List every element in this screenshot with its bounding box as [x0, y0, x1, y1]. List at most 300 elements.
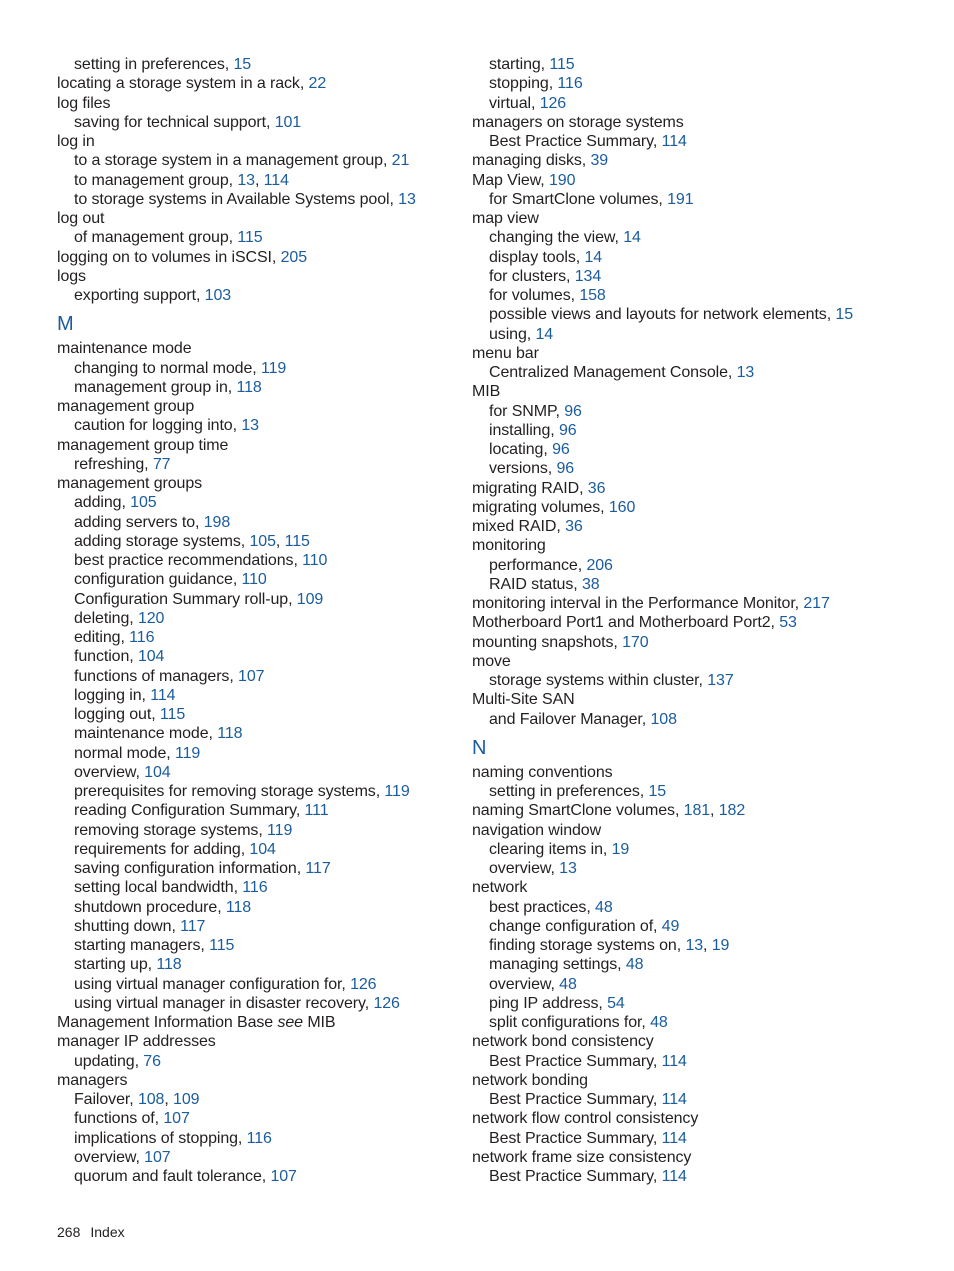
index-subentry: clearing items in, 19 — [489, 840, 630, 858]
page-link[interactable]: 118 — [217, 725, 243, 743]
index-term: management group in — [74, 378, 228, 396]
index-subentry: best practices, 48 — [489, 898, 613, 916]
index-term: Management Information Base — [57, 1014, 274, 1031]
page-link[interactable]: 116 — [557, 75, 583, 93]
index-term: stopping — [489, 75, 549, 93]
index-subentry: refreshing, 77 — [74, 455, 171, 473]
page-link[interactable]: 114 — [661, 1168, 687, 1185]
index-subentry: adding, 105 — [74, 494, 157, 512]
page-link[interactable]: 117 — [305, 860, 331, 877]
page-link[interactable]: 114 — [661, 1052, 687, 1070]
index-term: manager IP addresses — [57, 1033, 216, 1051]
index-term: functions of — [74, 1110, 155, 1128]
index-subentry: of management group, 115 — [74, 229, 263, 247]
page-link[interactable]: 107 — [270, 1168, 297, 1185]
index-subentry: virtual, 126 — [489, 94, 567, 112]
index-term: quorum and fault tolerance — [74, 1168, 262, 1185]
page-link[interactable]: 14 — [623, 229, 641, 247]
index-term: migrating RAID — [472, 479, 580, 497]
index-term: overview — [489, 975, 551, 993]
index-term: logs — [57, 267, 86, 285]
index-term: setting in preferences — [74, 56, 225, 73]
index-term: for volumes — [489, 287, 571, 304]
index-entry: managing disks, 39 — [472, 152, 609, 170]
index-term: to storage systems in Available Systems pool — [74, 190, 390, 208]
page-link[interactable]: 13 — [685, 937, 704, 954]
index-term: updating — [74, 1052, 135, 1070]
page-link[interactable]: 116 — [129, 629, 155, 646]
index-entry: naming SmartClone volumes, 181, 182 — [472, 802, 746, 820]
index-subentry: adding storage systems, 105, 115 — [74, 532, 310, 550]
index-subentry: to management group, 13, 114 — [74, 171, 289, 189]
index-term: Configuration Summary roll-up — [74, 590, 289, 608]
index-term: network bonding — [472, 1071, 588, 1089]
index-entry — [472, 382, 932, 401]
page-link[interactable]: 119 — [384, 783, 410, 800]
index-term: starting — [489, 56, 541, 73]
index-subentry: maintenance mode, 118 — [74, 725, 243, 743]
index-term: management groups — [57, 475, 203, 492]
index-subentry: best practice recommendations, 110 — [74, 552, 328, 569]
page-link[interactable]: 190 — [548, 171, 576, 189]
index-term: removing storage systems — [74, 821, 259, 839]
index-subentry: stopping, 116 — [489, 75, 583, 93]
page-link[interactable]: 39 — [590, 152, 609, 170]
index-entry — [472, 878, 932, 897]
index-subentry: change configuration of, 49 — [489, 917, 680, 935]
page-link[interactable]: 105 — [249, 532, 276, 550]
page-link[interactable]: 109 — [173, 1091, 200, 1108]
index-subentry: functions of managers, 107 — [74, 667, 265, 685]
page-link[interactable]: 13 — [398, 190, 416, 208]
page-link[interactable]: 108 — [137, 1091, 165, 1108]
index-term: reading Configuration Summary — [74, 802, 296, 820]
index-term: editing — [74, 629, 121, 646]
page-link[interactable]: 105 — [130, 494, 157, 512]
index-term: caution for logging into — [74, 417, 233, 435]
index-entry — [57, 1032, 457, 1051]
index-term: using virtual manager configuration for — [74, 975, 342, 993]
index-term: and Failover Manager — [489, 710, 642, 728]
index-subentry: setting in preferences, 15 — [489, 783, 667, 800]
page-link[interactable]: 170 — [622, 633, 649, 651]
index-subentry: starting up, 118 — [74, 956, 182, 974]
index-subentry: Best Practice Summary, 114 — [489, 1091, 687, 1108]
index-term: menu bar — [472, 344, 539, 362]
index-subentry: starting, 115 — [489, 56, 575, 73]
index-term: maintenance mode — [57, 340, 192, 358]
index-subentry: configuration guidance, 110 — [74, 571, 267, 589]
page-link[interactable]: 13 — [736, 364, 755, 381]
index-term: managing disks — [472, 152, 582, 170]
index-subentry: saving for technical support, 101 — [74, 113, 302, 131]
index-subentry: for SNMP, 96 — [489, 402, 582, 420]
page-link[interactable]: 116 — [242, 879, 268, 897]
page-link[interactable]: 116 — [246, 1129, 272, 1147]
page-link[interactable]: 110 — [302, 552, 328, 569]
page-link[interactable]: 48 — [595, 898, 613, 916]
index-term: finding storage systems on — [489, 937, 677, 954]
index-subentry: using virtual manager configuration for, 126 — [74, 975, 377, 993]
index-term: RAID status — [489, 575, 574, 593]
page-link[interactable]: 118 — [236, 378, 262, 396]
page-link[interactable]: 107 — [144, 1148, 171, 1166]
index-term: navigation window — [472, 821, 602, 839]
index-subentry: removing storage systems, 119 — [74, 821, 293, 839]
index-subentry: for volumes, 158 — [489, 287, 606, 304]
index-entry: mounting snapshots, 170 — [472, 633, 649, 651]
index-subentry: setting local bandwidth, 116 — [74, 879, 268, 897]
index-term: for SNMP — [489, 402, 556, 420]
page-link[interactable]: 101 — [274, 113, 302, 131]
page-link[interactable]: 38 — [581, 575, 600, 593]
page-link[interactable]: 160 — [608, 498, 636, 516]
index-term: deleting — [74, 609, 130, 627]
index-term: network bond consistency — [472, 1033, 654, 1051]
index-term: Best Practice Summary — [489, 1091, 653, 1108]
index-subentry: management group in, 118 — [74, 378, 262, 396]
index-subentry: starting managers, 115 — [74, 937, 235, 954]
index-subentry: and Failover Manager, 108 — [489, 710, 677, 728]
index-term: implications of stopping — [74, 1129, 238, 1147]
index-entry — [472, 209, 932, 228]
page-link[interactable]: 118 — [225, 898, 252, 916]
index-term: logging out — [74, 706, 152, 723]
index-term: best practice recommendations — [74, 552, 294, 569]
index-subentry: changing to normal mode, 119 — [74, 359, 287, 377]
index-subentry: caution for logging into, 13 — [74, 417, 259, 435]
page-link[interactable]: 115 — [159, 706, 186, 723]
index-subentry: logging in, 114 — [74, 686, 176, 704]
index-subentry: using, 14 — [489, 325, 554, 343]
index-entry — [57, 267, 457, 286]
page-link[interactable]: 120 — [137, 609, 165, 627]
page-link[interactable]: 48 — [559, 975, 577, 993]
page-link[interactable]: 14 — [584, 248, 603, 266]
index-subentry: Best Practice Summary, 114 — [489, 1129, 687, 1147]
index-term: management group time — [57, 436, 229, 454]
index-term: monitoring interval in the Performance Monitor — [472, 595, 795, 612]
index-term: management group — [57, 398, 195, 415]
index-entry — [57, 1013, 457, 1032]
index-subentry: Best Practice Summary, 114 — [489, 133, 687, 150]
page-link[interactable]: 96 — [558, 421, 577, 439]
index-term: locating — [489, 441, 544, 458]
page-link[interactable]: 115 — [549, 56, 575, 73]
index-subentry: versions, 96 — [489, 460, 575, 478]
index-term: virtual — [489, 94, 531, 112]
index-term: migrating volumes — [472, 498, 601, 516]
index-term: versions — [489, 460, 548, 478]
index-subentry: setting in preferences, 15 — [74, 56, 252, 73]
index-subentry: changing the view, 14 — [489, 229, 641, 247]
index-term: possible views and layouts for network elements — [489, 306, 827, 324]
page-link[interactable]: 126 — [350, 975, 377, 993]
index-term: normal mode — [74, 744, 167, 762]
page-link[interactable]: 126 — [539, 94, 567, 112]
page-link[interactable]: 19 — [711, 937, 730, 954]
page-link[interactable]: 115 — [237, 229, 263, 247]
index-subentry: performance, 206 — [489, 556, 613, 574]
index-term: changing to normal mode — [74, 359, 253, 377]
index-entry — [472, 821, 932, 840]
page-link[interactable]: 36 — [587, 479, 606, 497]
index-term: exporting support — [74, 287, 196, 304]
index-subentry: editing, 116 — [74, 629, 155, 646]
page-link[interactable]: 134 — [574, 267, 602, 285]
index-term: using — [489, 325, 527, 343]
page-link[interactable]: 48 — [650, 1014, 668, 1031]
index-subentry: exporting support, 103 — [74, 287, 232, 304]
index-term: using virtual manager in disaster recovery — [74, 994, 365, 1012]
index-subentry: implications of stopping, 116 — [74, 1129, 272, 1147]
index-subentry: logging out, 115 — [74, 706, 186, 723]
index-subentry: for SmartClone volumes, 191 — [489, 190, 694, 208]
index-entry — [57, 1071, 457, 1090]
index-entry — [472, 1032, 932, 1051]
page-link[interactable]: 76 — [143, 1052, 161, 1070]
index-subentry: updating, 76 — [74, 1052, 161, 1070]
index-term: changing the view — [489, 229, 615, 247]
index-entry — [472, 763, 932, 782]
index-term: starting up — [74, 956, 148, 974]
index-subentry: shutdown procedure, 118 — [74, 898, 252, 916]
index-entry — [472, 113, 932, 132]
page-footer — [57, 1222, 125, 1242]
page-link[interactable]: 107 — [163, 1110, 190, 1128]
index-term: mixed RAID — [472, 518, 557, 535]
page-link[interactable]: 15 — [835, 306, 854, 324]
index-subentry: RAID status, 38 — [489, 575, 600, 593]
index-subentry: managing settings, 48 — [489, 956, 644, 974]
page-link[interactable]: 54 — [607, 994, 625, 1012]
page-link[interactable]: 198 — [203, 513, 231, 531]
index-term: shutdown procedure — [74, 898, 218, 916]
index-term: adding — [74, 494, 122, 512]
index-term: function — [74, 648, 130, 666]
index-subentry: overview, 107 — [74, 1148, 171, 1166]
index-term: performance — [489, 556, 578, 574]
index-term: Motherboard Port1 and Motherboard Port2 — [472, 614, 771, 632]
index-subentry: shutting down, 117 — [74, 917, 206, 935]
index-term: best practices — [489, 898, 587, 916]
index-subentry: possible views and layouts for network elements, 15 — [489, 306, 854, 324]
page-link[interactable]: 182 — [718, 802, 746, 820]
page-link[interactable]: 19 — [611, 840, 630, 858]
index-term: MIB — [472, 383, 501, 401]
index-entry — [57, 436, 457, 455]
page-link[interactable]: 22 — [308, 75, 327, 93]
page-link[interactable]: 119 — [267, 821, 293, 839]
see-reference: see — [277, 1014, 303, 1031]
page-link[interactable]: 108 — [650, 710, 677, 728]
index-term: Best Practice Summary — [489, 1129, 653, 1147]
index-entry: Motherboard Port1 and Motherboard Port2, 53 — [472, 614, 797, 632]
index-subentry: Best Practice Summary, 114 — [489, 1168, 687, 1185]
index-subentry: overview, 48 — [489, 975, 577, 993]
index-term: Centralized Management Console — [489, 364, 728, 381]
page-link[interactable]: 191 — [667, 190, 694, 208]
index-term: monitoring — [472, 537, 546, 555]
page-link[interactable]: 114 — [661, 1129, 687, 1147]
index-subentry: normal mode, 119 — [74, 744, 201, 762]
page-link[interactable]: 15 — [648, 783, 667, 800]
page-link[interactable]: 36 — [565, 518, 583, 535]
index-term: mounting snapshots — [472, 633, 614, 651]
page-link[interactable]: 137 — [707, 672, 734, 689]
index-entry — [57, 397, 457, 416]
index-term: maintenance mode — [74, 725, 209, 743]
index-entry — [57, 474, 457, 493]
index-term: log files — [57, 94, 111, 112]
index-term: saving configuration information — [74, 860, 297, 877]
page-link[interactable]: 117 — [180, 917, 206, 935]
index-term: Multi-Site SAN — [472, 691, 575, 709]
index-entry — [57, 132, 457, 151]
page-link[interactable]: 206 — [586, 556, 613, 574]
index-term: log out — [57, 210, 105, 227]
index-letter-heading: M — [57, 313, 74, 336]
index-term: map view — [472, 210, 539, 227]
index-term: prerequisites for removing storage systems — [74, 783, 376, 800]
page-link[interactable]: 114 — [661, 133, 687, 150]
page-link[interactable]: 15 — [233, 56, 252, 73]
page-link[interactable]: 114 — [263, 171, 289, 189]
index-term: adding storage systems — [74, 532, 241, 550]
page-number: 268 — [57, 1224, 81, 1240]
page-link[interactable]: 13 — [241, 417, 259, 435]
page-link[interactable]: 114 — [661, 1091, 687, 1108]
index-term: Best Practice Summary — [489, 1052, 653, 1070]
index-entry — [472, 1071, 932, 1090]
index-entry: mixed RAID, 36 — [472, 518, 583, 535]
page-link[interactable]: 14 — [535, 325, 554, 343]
page-link[interactable]: 126 — [373, 994, 400, 1012]
index-entry: locating a storage system in a rack, 22 — [57, 75, 327, 93]
index-entry — [57, 94, 457, 113]
index-entry: logging on to volumes in iSCSI, 205 — [57, 248, 308, 266]
index-term: ping IP address — [489, 994, 599, 1012]
index-subentry: to a storage system in a management group, 21 — [74, 152, 410, 170]
page-link[interactable]: 21 — [391, 152, 410, 170]
see-target: MIB — [307, 1014, 336, 1031]
index-subentry: for clusters, 134 — [489, 267, 602, 285]
index-subentry: Failover, 108, 109 — [74, 1091, 200, 1108]
page-link[interactable]: 53 — [779, 614, 797, 632]
page-link[interactable]: 104 — [249, 840, 276, 858]
page-link[interactable]: 13 — [559, 860, 577, 877]
page-link[interactable]: 49 — [661, 917, 680, 935]
page-link[interactable]: 114 — [150, 686, 176, 704]
index-term: move — [472, 652, 511, 670]
index-term: network — [472, 879, 528, 897]
index-subentry: installing, 96 — [489, 421, 577, 439]
page-link[interactable]: 48 — [625, 956, 644, 974]
page-link[interactable]: 109 — [296, 590, 324, 608]
index-term: Map View — [472, 171, 541, 189]
index-term: storage systems within cluster — [489, 672, 699, 689]
index-subentry: display tools, 14 — [489, 248, 603, 266]
index-term: adding servers to — [74, 513, 196, 531]
page-link[interactable]: 96 — [556, 460, 575, 478]
page-link[interactable]: 119 — [260, 359, 287, 377]
index-column-left — [57, 55, 457, 1186]
index-term: to a storage system in a management group — [74, 152, 383, 170]
index-letter-heading: N — [472, 736, 487, 759]
index-term: managers on storage systems — [472, 113, 684, 131]
index-term: saving for technical support — [74, 113, 266, 131]
index-term: setting local bandwidth — [74, 879, 234, 897]
page-link[interactable]: 77 — [152, 455, 171, 473]
page-link[interactable]: 115 — [284, 532, 310, 550]
index-term: naming conventions — [472, 763, 613, 781]
index-entry — [472, 652, 932, 671]
page-link[interactable]: 13 — [237, 171, 255, 189]
index-term: network frame size consistency — [472, 1148, 692, 1166]
index-term: display tools — [489, 248, 576, 266]
index-column-right — [472, 55, 932, 1186]
index-subentry: locating, 96 — [489, 441, 570, 458]
index-entry: migrating RAID, 36 — [472, 479, 606, 497]
index-term: to management group — [74, 171, 229, 189]
page-link[interactable]: 96 — [564, 402, 582, 420]
index-term: network flow control consistency — [472, 1110, 699, 1128]
page-link[interactable]: 118 — [156, 956, 182, 974]
index-term: functions of managers — [74, 667, 230, 685]
page-link[interactable]: 96 — [552, 441, 570, 458]
page-link[interactable]: 181 — [683, 802, 711, 820]
index-entry: monitoring interval in the Performance Monitor, 217 — [472, 595, 830, 612]
page-link[interactable]: 205 — [280, 248, 308, 266]
index-subentry: quorum and fault tolerance, 107 — [74, 1168, 297, 1185]
index-term: starting managers — [74, 937, 201, 954]
index-subentry: using virtual manager in disaster recovery, 126 — [74, 994, 400, 1012]
page-link[interactable]: 110 — [241, 571, 267, 589]
index-entry — [57, 209, 457, 228]
index-entry — [472, 344, 932, 363]
page-link[interactable]: 158 — [579, 287, 606, 304]
index-subentry: overview, 13 — [489, 860, 577, 877]
index-term: change configuration of — [489, 917, 654, 935]
index-subentry: function, 104 — [74, 648, 165, 666]
page-link[interactable]: 217 — [803, 595, 830, 612]
index-subentry: functions of, 107 — [74, 1110, 190, 1128]
index-term: log in — [57, 133, 95, 150]
page-link[interactable]: 107 — [238, 667, 265, 685]
page-link[interactable]: 103 — [204, 287, 232, 304]
index-entry: Map View, 190 — [472, 171, 576, 189]
index-term: refreshing — [74, 455, 145, 473]
footer-section-title: Index — [90, 1224, 125, 1240]
index-term: logging on to volumes in iSCSI — [57, 248, 272, 266]
page-link[interactable]: 119 — [174, 744, 201, 762]
index-subentry: finding storage systems on, 13, 19 — [489, 937, 730, 954]
page-link[interactable]: 115 — [209, 937, 235, 954]
index-term: for clusters — [489, 267, 567, 285]
index-subentry: Best Practice Summary, 114 — [489, 1052, 687, 1070]
index-entry — [472, 1109, 932, 1128]
index-term: overview — [74, 763, 136, 781]
index-term: logging in — [74, 686, 142, 704]
index-entry: migrating volumes, 160 — [472, 498, 636, 516]
index-term: requirements for adding — [74, 840, 241, 858]
index-term: managers — [57, 1071, 128, 1089]
index-subentry: to storage systems in Available Systems pool, 13 — [74, 190, 416, 208]
page-link[interactable]: 104 — [137, 648, 165, 666]
index-term: for SmartClone volumes — [489, 190, 659, 208]
page-link[interactable]: 104 — [144, 763, 171, 781]
page-link[interactable]: 111 — [304, 802, 329, 820]
